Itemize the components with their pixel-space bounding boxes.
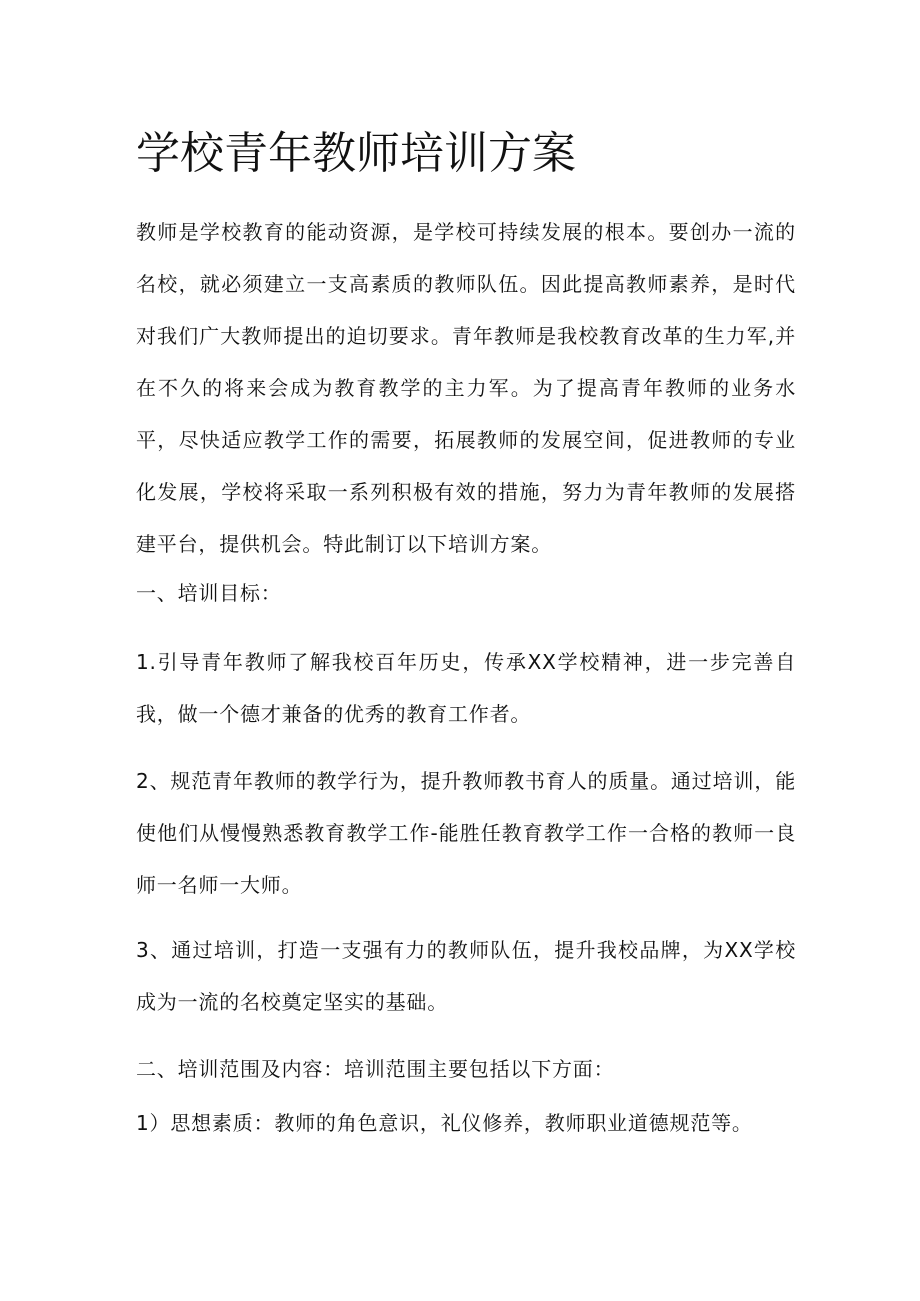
section-heading-goals: 一、培训目标： bbox=[136, 581, 282, 605]
goal-item-2: 2、规范青年教师的教学行为，提升教师教书育人的质量。通过培训，能使他们从慢慢熟悉教育教学工作-能胜任教育教学工作一合格的教师一良师一名师一大师。 bbox=[136, 769, 796, 897]
goal-item-3: 3、通过培训，打造一支强有力的教师队伍，提升我校品牌，为XX学校成为一流的名校奠定坚实的基础。 bbox=[136, 938, 796, 1014]
scope-item-1: 1）思想素质：教师的角色意识，礼仪修养，教师职业道德规范等。 bbox=[136, 1111, 753, 1135]
section-heading-scope: 二、培训范围及内容：培训范围主要包括以下方面： bbox=[136, 1057, 615, 1081]
document-title: 学校青年教师培训方案 bbox=[136, 128, 576, 179]
intro-paragraph: 教师是学校教育的能动资源，是学校可持续发展的根本。要创办一流的名校，就必须建立一支高素质的教师队伍。因此提高教师素养，是时代对我们广大教师提出的迫切要求。青年教师是我校教育改革的生力军,并在不久的将来会成为教育教学的主力军。为了提高青年教师的业务水平，尽快适应教学工作的需要，拓展教师的发展空间，促进教师的专业化发展，学校将采取一系列积极有效的措施，努力为青年教师的发展搭建平台，提供机会。特此制订以下培训方案。 bbox=[136, 220, 796, 556]
goal-item-1: 1.引导青年教师了解我校百年历史，传承XX学校精神，进一步完善自我，做一个德才兼备的优秀的教育工作者。 bbox=[136, 650, 796, 726]
